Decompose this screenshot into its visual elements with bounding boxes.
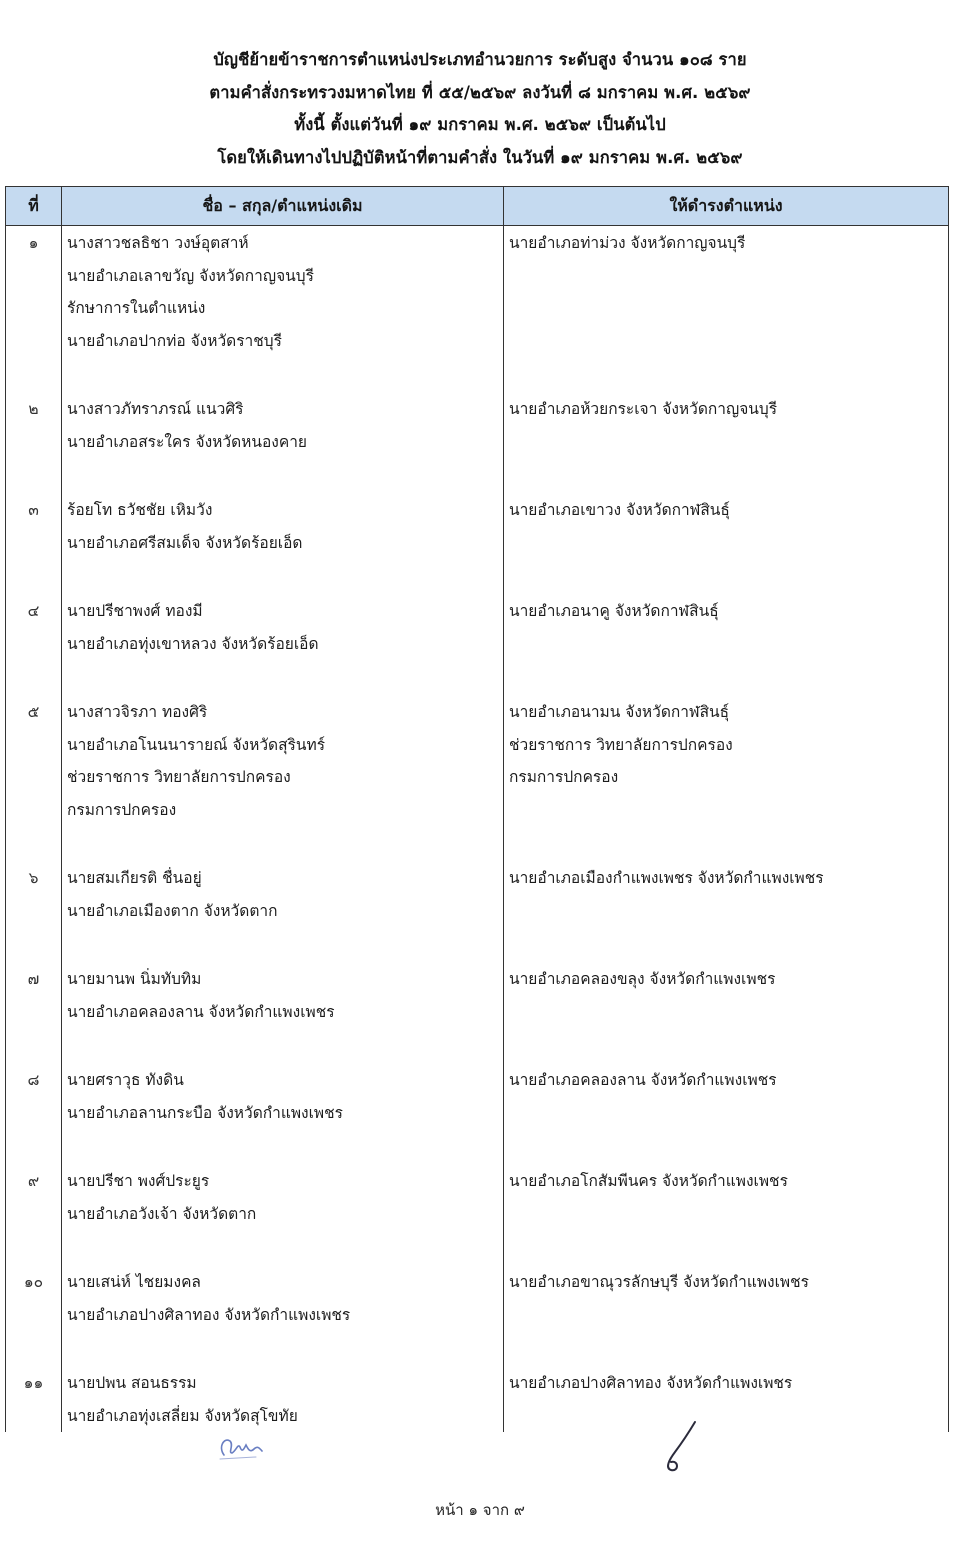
table-row: [6, 494, 949, 559]
transfer-table: [5, 186, 949, 1432]
header-line-3: ทั้งนี้ ตั้งแต่วันที่ ๑๙ มกราคม พ.ศ. ๒๕๖๙ เป็นต้นไป: [294, 115, 666, 134]
spacer-cell: [62, 826, 504, 862]
old-position-line: นายอำเภอปากท่อ จังหวัดราชบุรี: [67, 331, 282, 350]
table-row: [6, 1367, 949, 1432]
column-header-name: ชื่อ – สกุล/ตำแหน่งเดิม: [62, 187, 504, 226]
spacer-cell: [504, 927, 949, 963]
spacer-cell: [6, 1331, 62, 1367]
row-number: ๙: [6, 1165, 62, 1230]
header-line-4: โดยให้เดินทางไปปฏิบัติหน้าที่ตามคำสั่ง ในวันที่ ๑๙ มกราคม พ.ศ. ๒๕๖๙: [217, 147, 743, 167]
new-position-line: นายอำเภอคลองขลุง จังหวัดกำแพงเพชร: [509, 970, 776, 988]
old-position-line: นายอำเภอปางศิลาทอง จังหวัดกำแพงเพชร: [67, 1305, 351, 1324]
name-and-old-position: [62, 226, 504, 358]
row-number: ๖: [6, 862, 62, 927]
name-and-old-position: [62, 1266, 504, 1331]
table-row: [6, 862, 949, 927]
row-number: ๑๑: [6, 1367, 62, 1432]
signature-initials-right: [655, 1414, 705, 1474]
name-and-old-position: [62, 1165, 504, 1230]
new-position: [504, 494, 949, 559]
new-position: [504, 226, 949, 358]
spacer-cell: [6, 1230, 62, 1266]
name-and-old-position: [62, 1367, 504, 1432]
old-position-line: นายอำเภอเมืองตาก จังหวัดตาก: [67, 901, 278, 920]
new-position-line: นายอำเภอขาณุวรลักษบุรี จังหวัดกำแพงเพชร: [509, 1273, 809, 1291]
name-and-old-position: [62, 1064, 504, 1129]
old-position-line: นางสาวจิรภา ทองศิริ: [67, 703, 208, 721]
row-number: ๘: [6, 1064, 62, 1129]
old-position-line: นายอำเภอศรีสมเด็จ จังหวัดร้อยเอ็ด: [67, 533, 303, 552]
signature-initials-left: [210, 1427, 270, 1467]
spacer-cell: [6, 927, 62, 963]
row-spacer: [6, 660, 949, 696]
new-position-line: นายอำเภอเขาวง จังหวัดกาฬสินธุ์: [509, 501, 730, 519]
page-number: หน้า ๑ จาก ๙: [435, 1501, 525, 1519]
row-spacer: [6, 458, 949, 494]
new-position-line: นายอำเภอนาคู จังหวัดกาฬสินธุ์: [509, 602, 719, 620]
new-position: [504, 1367, 949, 1432]
old-position-line: นายอำเภอลานกระบือ จังหวัดกำแพงเพชร: [67, 1103, 343, 1122]
old-position-line: นายอำเภอวังเจ้า จังหวัดตาก: [67, 1204, 257, 1223]
spacer-cell: [62, 357, 504, 393]
table-row: [6, 595, 949, 660]
new-position-line: นายอำเภอเมืองกำแพงเพชร จังหวัดกำแพงเพชร: [509, 869, 824, 887]
spacer-cell: [62, 559, 504, 595]
header-line-2: ตามคำสั่งกระทรวงมหาดไทย ที่ ๕๕/๒๕๖๙ ลงวันที่ ๘ มกราคม พ.ศ. ๒๕๖๙: [209, 82, 751, 102]
new-position-line: ช่วยราชการ วิทยาลัยการปกครอง: [509, 735, 733, 754]
new-position: [504, 696, 949, 826]
spacer-cell: [504, 1129, 949, 1165]
row-spacer: [6, 559, 949, 595]
old-position-line: นายอำเภอคลองลาน จังหวัดกำแพงเพชร: [67, 1002, 335, 1021]
row-number: ๕: [6, 696, 62, 826]
new-position: [504, 862, 949, 927]
table-row: [6, 696, 949, 826]
new-position: [504, 1064, 949, 1129]
spacer-cell: [504, 357, 949, 393]
column-header-new-position: ให้ดำรงตำแหน่ง: [504, 187, 949, 226]
old-position-line: นายปพน สอนธรรม: [67, 1374, 197, 1392]
new-position: [504, 1266, 949, 1331]
row-number: ๗: [6, 963, 62, 1028]
spacer-cell: [62, 458, 504, 494]
new-position: [504, 393, 949, 458]
row-number: ๓: [6, 494, 62, 559]
spacer-cell: [504, 458, 949, 494]
spacer-cell: [504, 1230, 949, 1266]
old-position-line: นายอำเภอสระใคร จังหวัดหนองคาย: [67, 432, 308, 451]
table-row: [6, 1165, 949, 1230]
row-spacer: [6, 1129, 949, 1165]
table-body: [6, 226, 949, 1433]
spacer-cell: [6, 660, 62, 696]
row-number: ๑๐: [6, 1266, 62, 1331]
old-position-line: นายมานพ นิ่มทับทิม: [67, 970, 202, 988]
name-and-old-position: [62, 696, 504, 826]
row-spacer: [6, 357, 949, 393]
new-position-line: นายอำเภอปางศิลาทอง จังหวัดกำแพงเพชร: [509, 1374, 793, 1392]
new-position-line: นายอำเภอคลองลาน จังหวัดกำแพงเพชร: [509, 1071, 777, 1089]
row-spacer: [6, 1230, 949, 1266]
old-position-line: นายอำเภอทุ่งเขาหลวง จังหวัดร้อยเอ็ด: [67, 634, 319, 653]
spacer-cell: [6, 1028, 62, 1064]
spacer-cell: [504, 1331, 949, 1367]
spacer-cell: [62, 1230, 504, 1266]
old-position-line: นายศราวุธ ทังดิน: [67, 1071, 184, 1089]
spacer-cell: [504, 660, 949, 696]
row-number: ๒: [6, 393, 62, 458]
old-position-line: นายอำเภอโนนนารายณ์ จังหวัดสุรินทร์: [67, 735, 326, 754]
row-spacer: [6, 1331, 949, 1367]
table-row: [6, 393, 949, 458]
old-position-line: รักษาการในตำแหน่ง: [67, 299, 206, 317]
old-position-line: กรมการปกครอง: [67, 800, 177, 819]
old-position-line: นางสาวชลธิชา วงษ์อุตสาห์: [67, 234, 249, 252]
spacer-cell: [504, 1028, 949, 1064]
new-position-line: นายอำเภอห้วยกระเจา จังหวัดกาญจนบุรี: [509, 400, 778, 418]
new-position-line: กรมการปกครอง: [509, 768, 619, 786]
old-position-line: ร้อยโท ธวัชชัย เหิมวัง: [67, 501, 213, 519]
spacer-cell: [504, 826, 949, 862]
document-header: [0, 44, 960, 174]
row-spacer: [6, 1028, 949, 1064]
row-number: ๔: [6, 595, 62, 660]
table-row: [6, 226, 949, 358]
spacer-cell: [62, 660, 504, 696]
old-position-line: นายสมเกียรติ ชื่นอยู่: [67, 869, 202, 887]
spacer-cell: [62, 1028, 504, 1064]
column-header-no: ที่: [6, 187, 62, 226]
old-position-line: นายอำเภอทุ่งเสลี่ยม จังหวัดสุโขทัย: [67, 1406, 298, 1425]
old-position-line: นายปรีชาพงศ์ ทองมี: [67, 602, 203, 620]
new-position: [504, 595, 949, 660]
name-and-old-position: [62, 595, 504, 660]
name-and-old-position: [62, 393, 504, 458]
spacer-cell: [62, 1129, 504, 1165]
header-line-1: บัญชีย้ายข้าราชการตำแหน่งประเภทอำนวยการ ระดับสูง จำนวน ๑๐๘ ราย: [213, 50, 747, 69]
name-and-old-position: [62, 494, 504, 559]
spacer-cell: [504, 559, 949, 595]
old-position-line: นายปรีชา พงศ์ประยูร: [67, 1172, 210, 1190]
row-spacer: [6, 826, 949, 862]
name-and-old-position: [62, 963, 504, 1028]
spacer-cell: [62, 927, 504, 963]
new-position: [504, 1165, 949, 1230]
table-row: [6, 963, 949, 1028]
spacer-cell: [62, 1331, 504, 1367]
name-and-old-position: [62, 862, 504, 927]
new-position-line: นายอำเภอท่าม่วง จังหวัดกาญจนบุรี: [509, 234, 746, 252]
table-header-row: [6, 187, 949, 226]
old-position-line: นางสาวภัทราภรณ์ แนวศิริ: [67, 400, 244, 418]
spacer-cell: [6, 559, 62, 595]
spacer-cell: [6, 357, 62, 393]
old-position-line: ช่วยราชการ วิทยาลัยการปกครอง: [67, 768, 291, 786]
new-position-line: นายอำเภอโกสัมพีนคร จังหวัดกำแพงเพชร: [509, 1172, 788, 1190]
old-position-line: นายอำเภอเลาขวัญ จังหวัดกาญจนบุรี: [67, 266, 314, 285]
new-position: [504, 963, 949, 1028]
row-spacer: [6, 927, 949, 963]
table-row: [6, 1064, 949, 1129]
spacer-cell: [6, 458, 62, 494]
row-number: ๑: [6, 226, 62, 358]
new-position-line: นายอำเภอนามน จังหวัดกาฬสินธุ์: [509, 703, 730, 721]
old-position-line: นายเสน่ห์ ไชยมงคล: [67, 1273, 201, 1291]
spacer-cell: [6, 826, 62, 862]
spacer-cell: [6, 1129, 62, 1165]
table-row: [6, 1266, 949, 1331]
